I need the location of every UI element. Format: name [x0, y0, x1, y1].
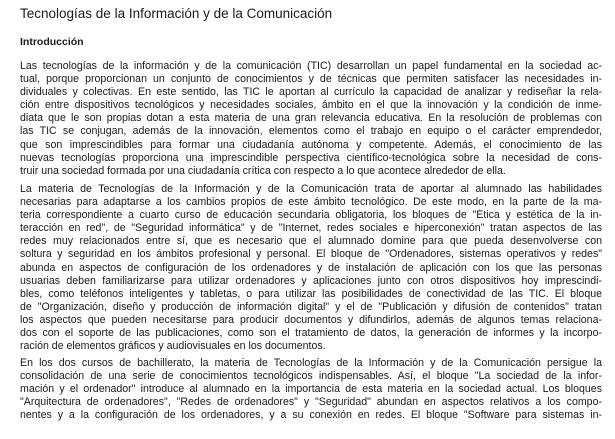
paragraph-3 [20, 357, 602, 422]
paragraph-line: de "Organización, diseño y producción de información digital" y el de "Publicación y difusión de contenidos" tratan [20, 300, 602, 313]
paragraph-line: los aspectos que pueden necesitarse para producir documentos y difundirlos, además de algunos temas relaciona- [20, 313, 602, 326]
paragraph-line: teria correspondiente a cuarto curso de educación secundaria obligatoria, los bloques de "Ética y estética de la in- [20, 209, 602, 222]
paragraph-line: que son imprescindibles para formar una ciudadanía autónoma y competente. Además, el conocimiento de las [20, 138, 602, 151]
paragraph-line: las TIC se conjugan, además de la innovación, elementos como el trabajo en equipo o el carácter emprendedor, [20, 125, 602, 138]
paragraph-line: diata que le son propias dotan a esta materia de una gran relevancia educativa. En la resolución de problemas con [20, 112, 602, 125]
paragraph-line: Las tecnologías de la información y de la comunicación (TIC) desarrollan un papel fundamental en la sociedad ac- [20, 60, 602, 72]
paragraph-line: consolidación de una serie de conocimientos tecnológicos indispensables. Así, el bloque "La sociedad de la infor- [20, 370, 602, 383]
paragraph-line: truir una sociedad formada por una ciudadanía crítica con respecto a lo que acontece alrededor de ella. [20, 164, 506, 177]
paragraph-line: necesarias para adaptarse a los cambios propios de este ámbito tecnológico. De este modo, en la parte de la ma- [20, 196, 602, 209]
paragraph-line: "Arquitectura de ordenadores", "Redes de ordenadores" y "Seguridad" abundan en aspectos relativos a los compo- [20, 396, 602, 409]
paragraph-line: tual, porque proporcionan un conjunto de conocimientos y de técnicas que permiten satisfacer las necesidades in- [20, 73, 602, 86]
paragraph-line: soltura y seguridad en los ámbitos profesional y personal. El bloque de "Ordenadores, sistemas operativos y redes" [20, 248, 602, 261]
paragraph-line: ción entre dispositivos tecnológicos y necesidades sociales, ámbito en el que la innovación y la condición de inme- [20, 99, 602, 112]
paragraph-line: dos con el soporte de las publicaciones, como son el tratamiento de datos, la generación de informes y la incorpo- [20, 327, 602, 340]
paragraph-line: mación y el ordenador" introduce al alumnado en la importancia de esta materia en la sociedad actual. Los bloques [20, 383, 602, 396]
paragraph-line: teracción en red", de "Seguridad informática" y de "Internet, redes sociales e hiperconexión" tratan aspectos de las [20, 222, 602, 235]
paragraph-1 [20, 60, 602, 178]
paragraph-line: ración de elementos gráficos y audiovisuales en los documentos. [20, 340, 326, 353]
paragraph-line: La materia de Tecnologías de la Información y de la Comunicación trata de aportar al alumnado las habilidades [20, 183, 602, 195]
paragraph-line: bles, como teléfonos inteligentes y tabletas, o para utilizar las posibilidades de conectividad de las TIC. El bloque [20, 287, 602, 300]
paragraph-line: nuevas tecnologías proporciona una imprescindible perspectiva científico-tecnológica sobre la necesidad de cons- [20, 151, 602, 164]
paragraph-line: dividuales y colectivas. En este sentido, las TIC le aportan al currículo la capacidad de analizar y rediseñar la rela- [20, 86, 602, 99]
section-heading: Introducción [20, 36, 84, 48]
paragraph-line: abunda en aspectos de configuración de los ordenadores y de instalación de aplicación con los que las personas [20, 261, 602, 274]
paragraph-line: En los dos cursos de bachillerato, la materia de Tecnologías de la Información y de la Comunicación persigue la [20, 357, 602, 369]
document-title: Tecnologías de la Información y de la Comunicación [20, 6, 333, 21]
paragraph-2 [20, 183, 602, 353]
paragraph-line: nentes y a la configuración de los ordenadores, y a su conexión en redes. El bloque "Software para sistemas in- [20, 409, 602, 422]
paragraph-line: redes muy relacionados entre sí, que es necesario que el alumnado domine para que pueda desenvolverse con [20, 235, 602, 248]
paragraph-line: usuarias deben familiarizarse para utilizar ordenadores y aplicaciones junto con otros dispositivos hoy imprescindi- [20, 274, 602, 287]
